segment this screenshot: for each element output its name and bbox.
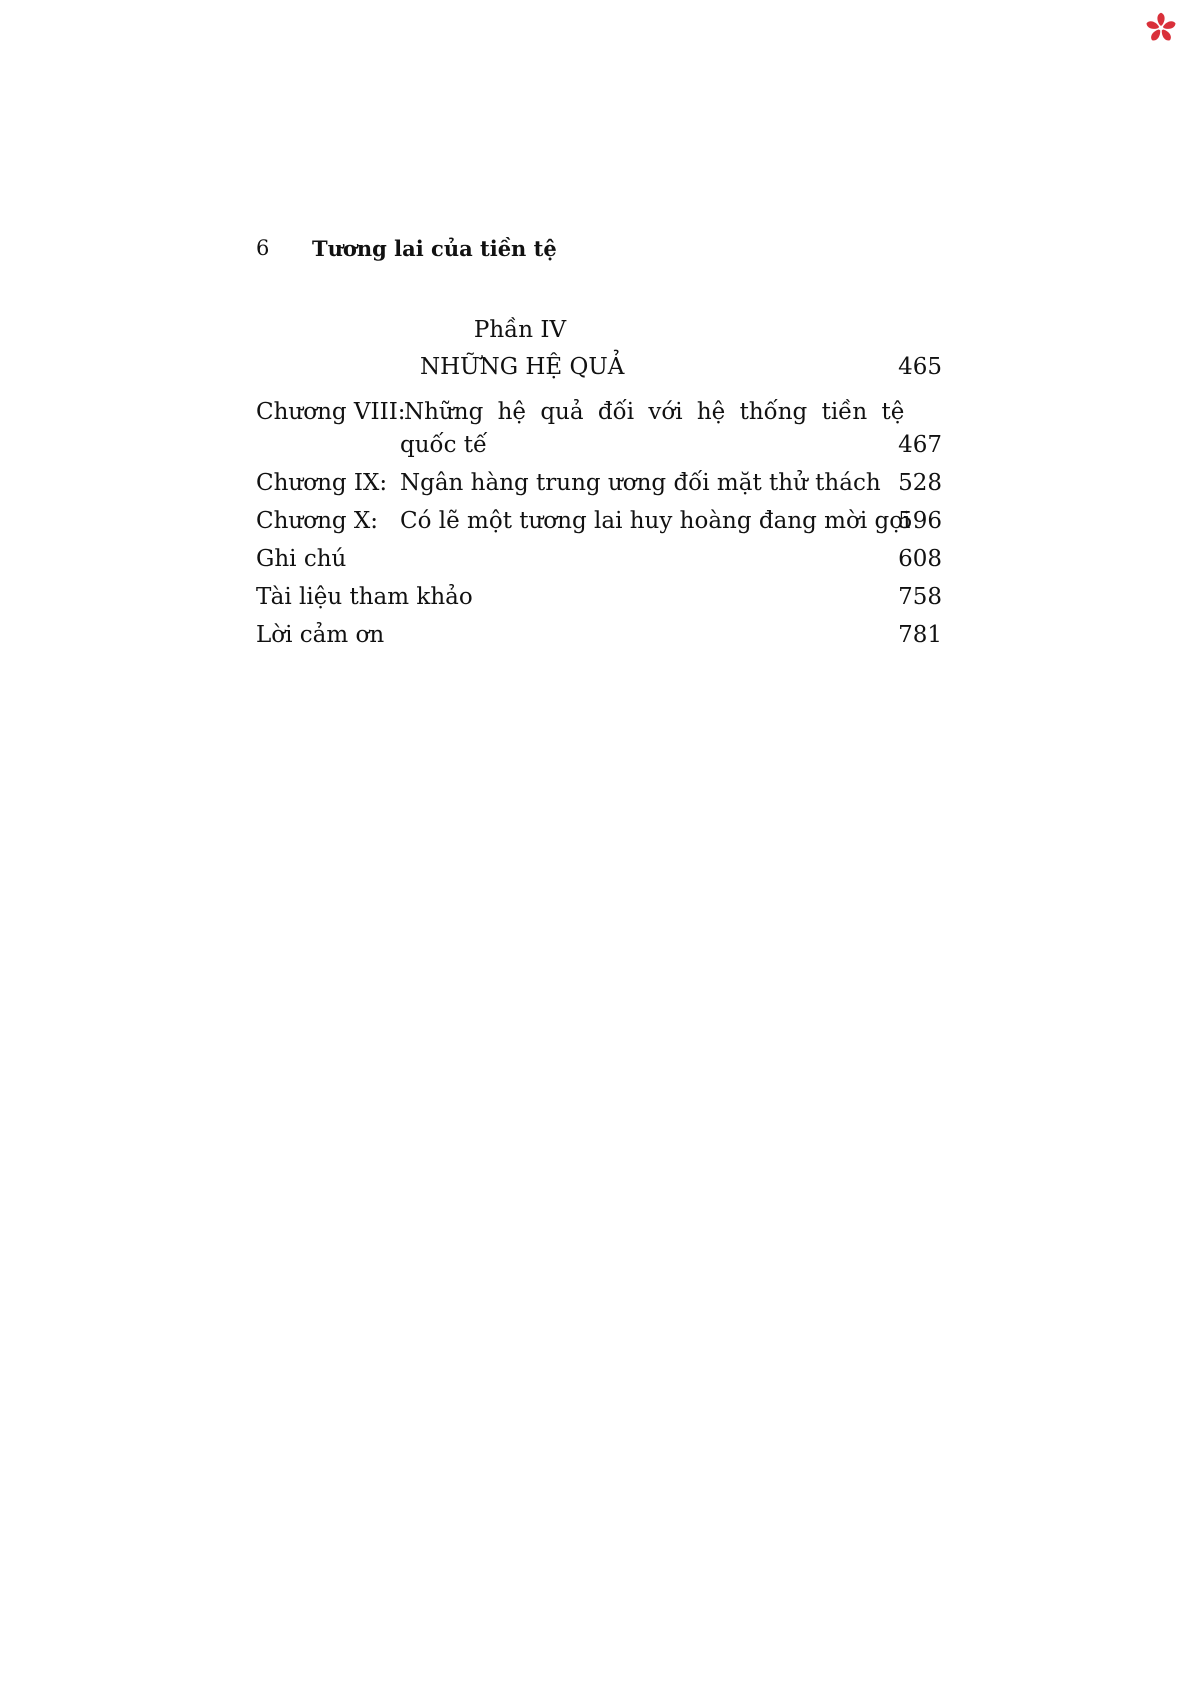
chapter-10-page-number: 596 — [898, 508, 942, 534]
chapter-9-page-number: 528 — [898, 470, 942, 496]
header-book-title: Tương lai của tiền tệ — [312, 236, 557, 261]
chapter-label: Chương IX: — [256, 470, 388, 496]
chapter-8-page-number: 467 — [898, 432, 942, 458]
back-matter-label: Tài liệu tham khảo — [256, 584, 473, 610]
flower-logo-icon — [1145, 12, 1177, 44]
part-label: Phần IV — [473, 317, 567, 343]
back-matter-label: Lời cảm ơn — [256, 622, 385, 648]
part-page-number: 465 — [898, 354, 942, 380]
acknowledgements-page-number: 781 — [898, 622, 942, 648]
chapter-title: Những hệ quả đối với hệ thống tiền tệ — [404, 399, 905, 425]
notes-page-number: 608 — [898, 546, 942, 572]
chapter-title-continued: quốc tế — [400, 432, 488, 458]
header-page-number: 6 — [256, 236, 270, 260]
chapter-label: Chương X: — [256, 508, 379, 534]
chapter-title: Ngân hàng trung ương đối mặt thử thách — [400, 470, 881, 496]
chapter-label: Chương VIII: — [256, 399, 406, 425]
references-page-number: 758 — [898, 584, 942, 610]
chapter-title: Có lẽ một tương lai huy hoàng đang mời gọi — [400, 508, 911, 534]
part-title: NHỮNG HỆ QUẢ — [420, 354, 625, 380]
back-matter-label: Ghi chú — [256, 546, 347, 572]
